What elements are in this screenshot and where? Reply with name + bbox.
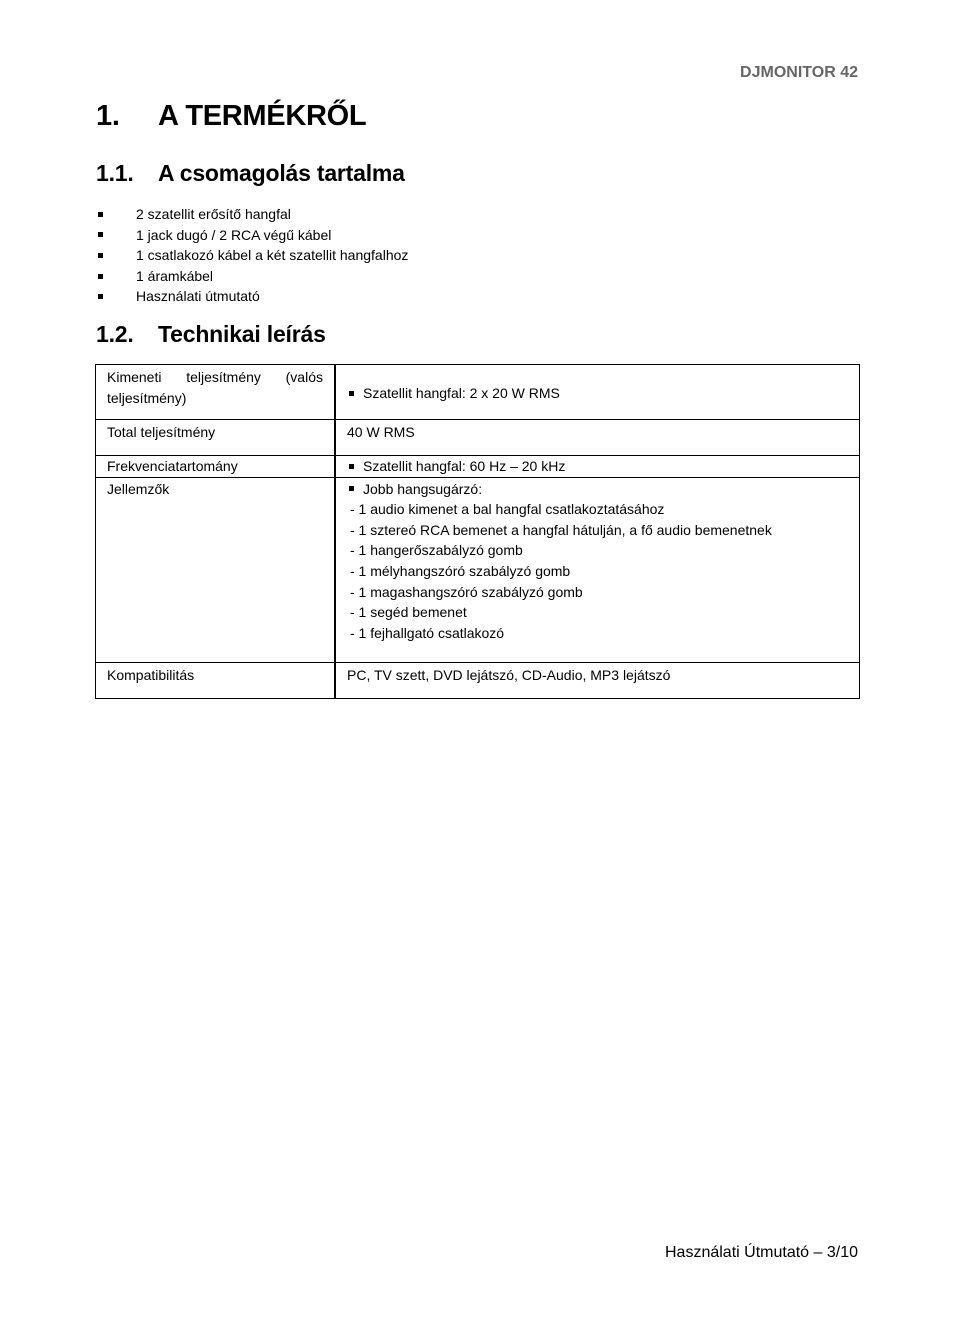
feature-item: - 1 segéd bemenet — [350, 604, 467, 621]
spec-value: 40 W RMS — [335, 420, 860, 456]
feature-item: - 1 magashangszóró szabályzó gomb — [350, 583, 583, 600]
list-item — [96, 204, 408, 225]
feature-item: - 1 fejhallgató csatlakozó — [350, 624, 505, 641]
square-bullet-icon — [349, 486, 354, 491]
table-row — [96, 477, 860, 662]
feature-item: - 1 hangerőszabályzó gomb — [350, 542, 523, 559]
section-1-2-heading — [96, 321, 326, 348]
table-row — [96, 456, 860, 478]
feature-item: - 1 mélyhangszóró szabályzó gomb — [350, 562, 571, 579]
document-header-title: DJMONITOR 42 — [740, 64, 858, 81]
section-1-1-heading — [96, 160, 405, 187]
square-bullet-icon — [349, 391, 354, 396]
page-footer: Használati Útmutató – 3/10 — [665, 1244, 858, 1261]
list-item-text: 1 csatlakozó kábel a két szatellit hangfalhoz — [136, 247, 409, 264]
square-bullet-icon — [98, 232, 103, 237]
square-bullet-icon — [349, 464, 354, 469]
list-item-text: 2 szatellit erősítő hangfal — [136, 206, 291, 222]
section-title: A csomagolás tartalma — [158, 160, 405, 186]
list-item — [96, 245, 408, 266]
section-number: 1.2. — [96, 321, 134, 347]
spec-value: PC, TV szett, DVD lejátszó, CD-Audio, MP3 lejátszó — [335, 662, 860, 698]
spec-label: Kompatibilitás — [96, 662, 336, 698]
spec-value-text: Szatellit hangfal: 60 Hz – 20 kHz — [363, 458, 566, 474]
spec-value-text: Jobb hangsugárzó: — [363, 480, 483, 497]
spec-label: Frekvenciatartomány — [96, 456, 336, 478]
spec-value — [335, 365, 860, 420]
spec-value — [335, 477, 860, 662]
list-item — [96, 286, 408, 307]
section-title: A TERMÉKRŐL — [158, 100, 367, 132]
section-number: 1.1. — [96, 160, 134, 186]
spec-label: Total teljesítmény — [96, 420, 336, 456]
feature-item: - 1 sztereó RCA bemenet a hangfal hátulján, a fő audio bemenetnek — [350, 521, 772, 538]
spec-value-text: Szatellit hangfal: 2 x 20 W RMS — [363, 384, 560, 401]
section-number: 1. — [96, 100, 120, 132]
list-item-text: 1 jack dugó / 2 RCA végű kábel — [136, 226, 332, 243]
spec-label: Kimeneti teljesítmény (valós teljesítmény) — [96, 365, 336, 420]
table-row — [96, 365, 860, 420]
list-item — [96, 225, 408, 246]
feature-item: - 1 audio kimenet a bal hangfal csatlakoztatásához — [350, 501, 665, 518]
table-row — [96, 420, 860, 456]
square-bullet-icon — [98, 274, 103, 279]
table-row — [96, 662, 860, 698]
square-bullet-icon — [98, 253, 103, 258]
section-title: Technikai leírás — [158, 321, 326, 347]
technical-specs-table — [95, 364, 860, 699]
list-item-text: Használati útmutató — [136, 288, 260, 305]
square-bullet-icon — [98, 212, 103, 217]
section-1-heading — [96, 100, 366, 133]
list-item — [96, 266, 408, 287]
list-item-text: 1 áramkábel — [136, 267, 214, 284]
spec-label: Jellemzők — [96, 477, 336, 662]
spec-value — [335, 456, 860, 478]
package-contents-list — [96, 204, 408, 307]
square-bullet-icon — [98, 294, 103, 299]
